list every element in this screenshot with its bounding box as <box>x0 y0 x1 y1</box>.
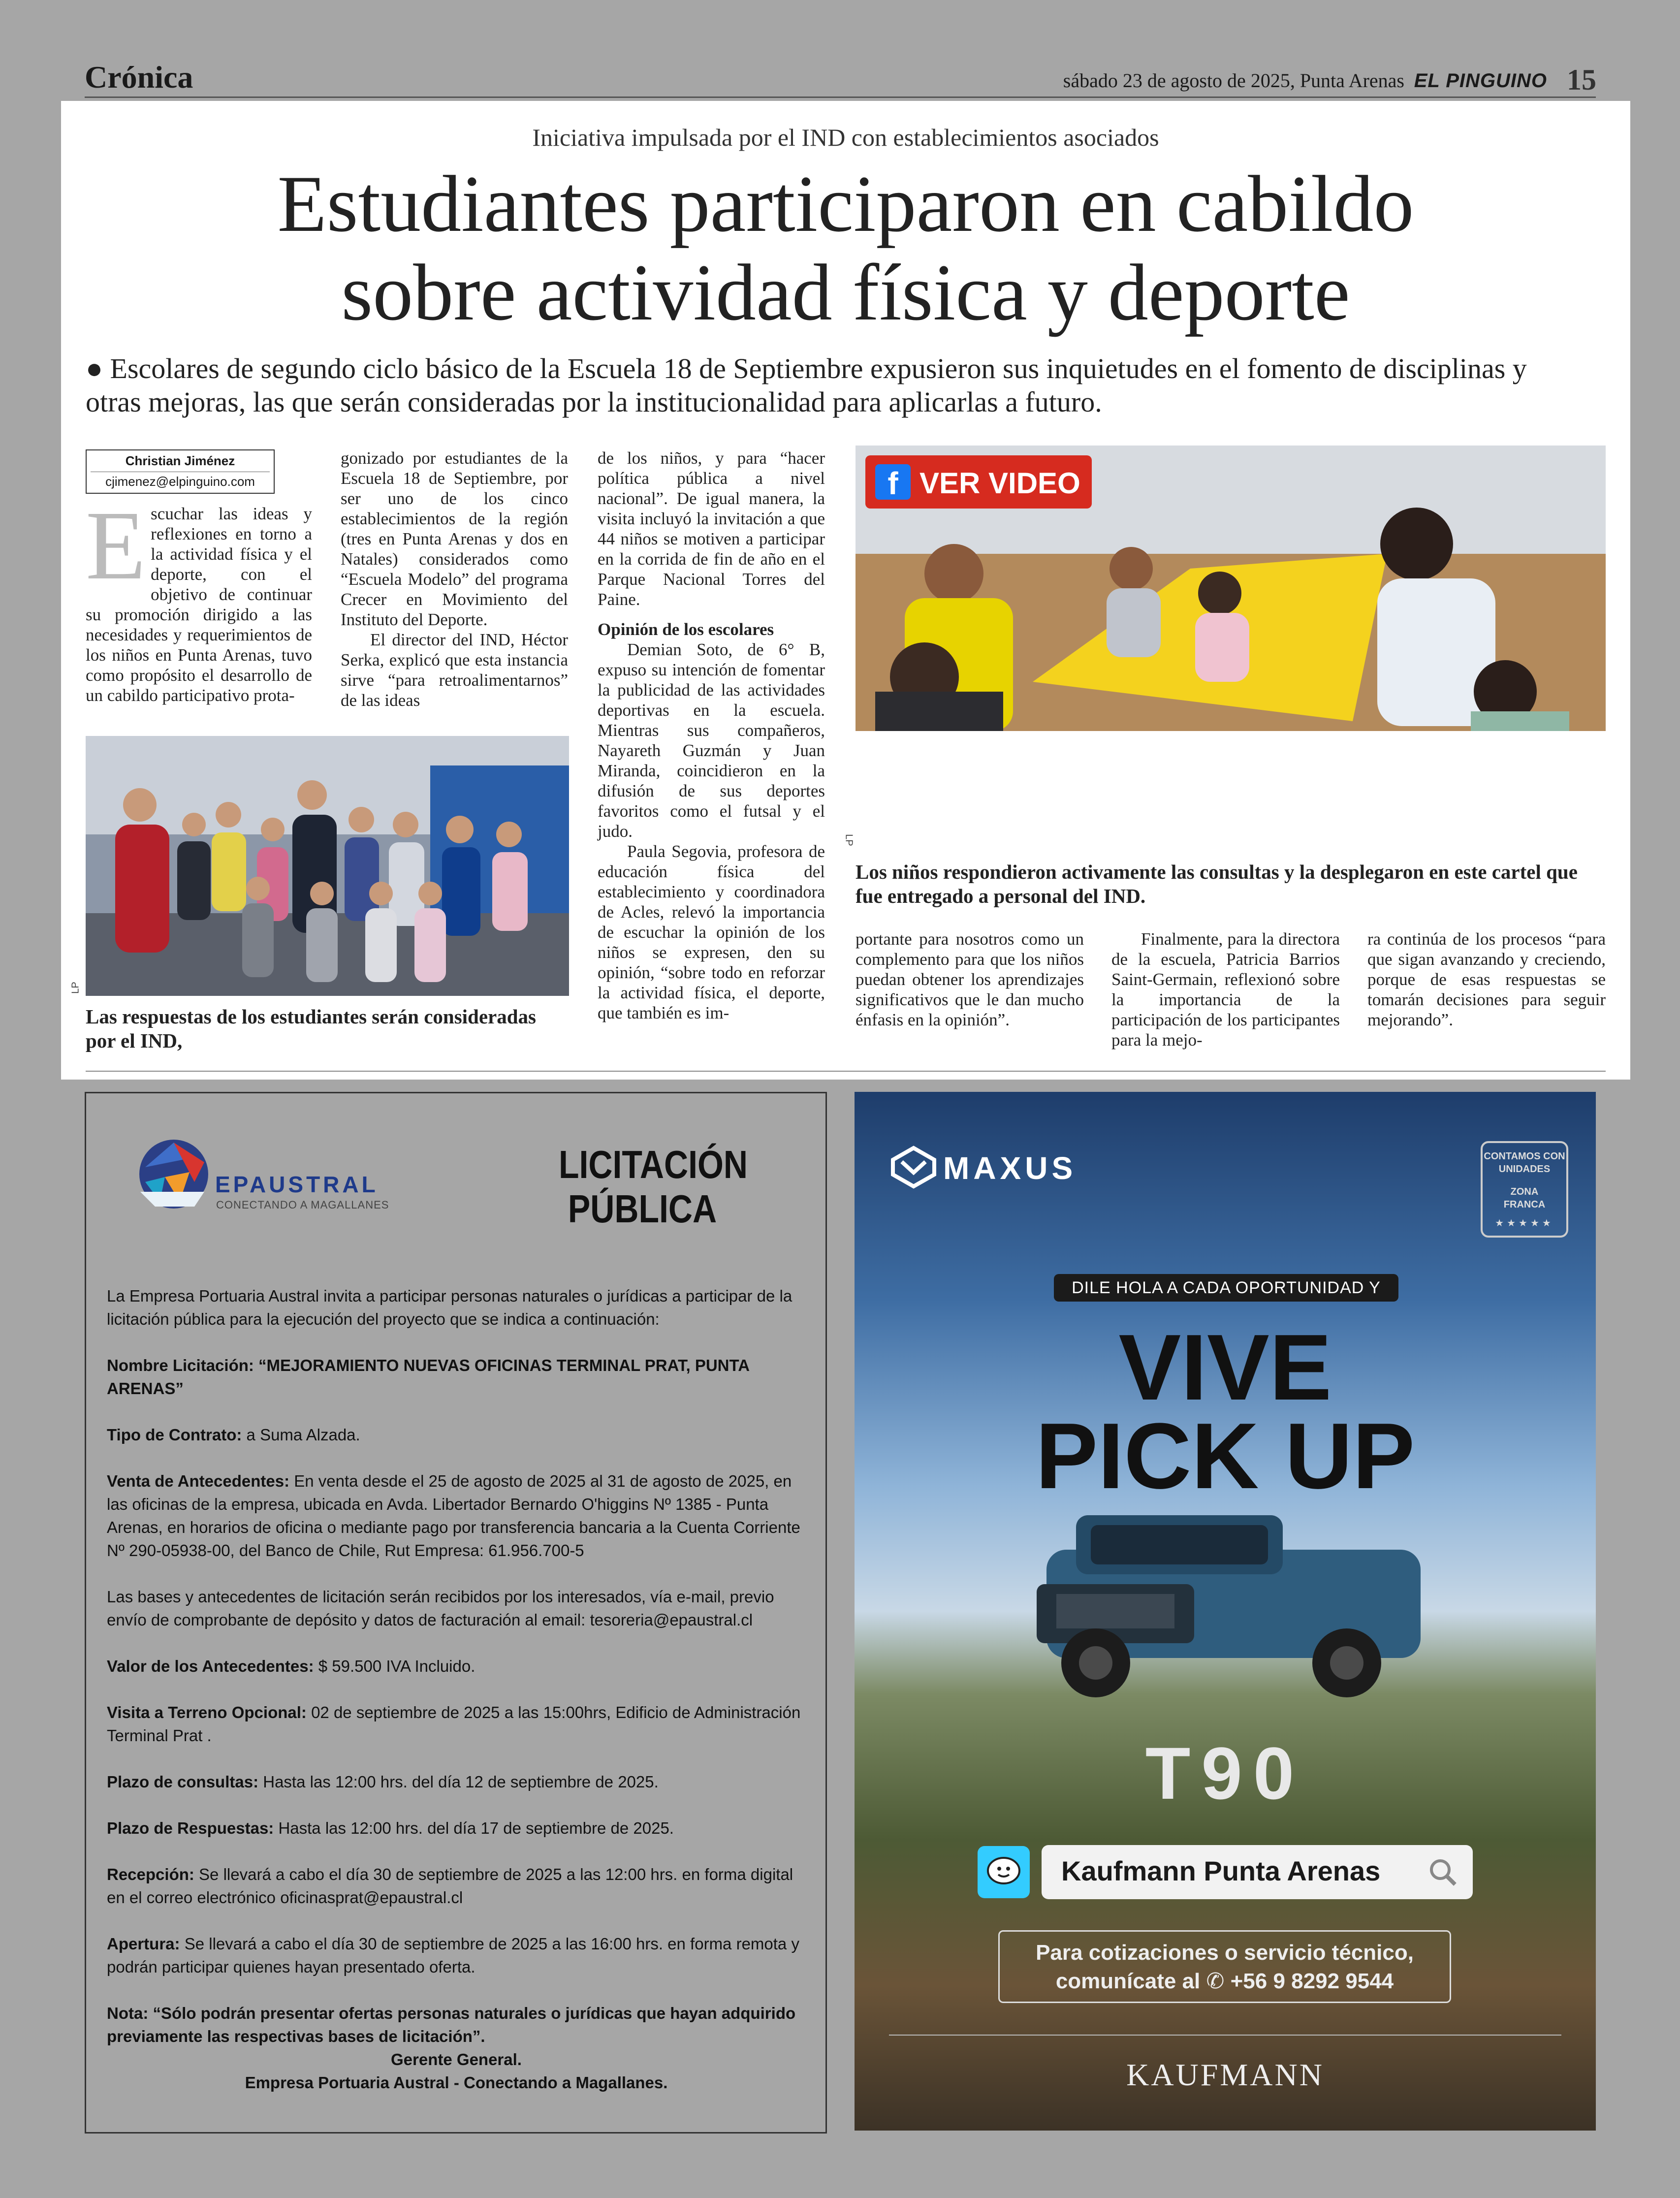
col2-paragraph: gonizado por estudiantes de la Escuela 18 de Septiembre, por ser uno de los cinco establecimientos de la región (tres en Punta Arenas y dos en Natales) considerados como “Escuela Modelo” del programa Crecer en Movimiento del Instituto del Deporte. <box>341 448 568 629</box>
article-column-1 <box>86 491 312 705</box>
contact-prefix: comunícate al <box>1055 1969 1201 1993</box>
headline-line1: Estudiantes participaron en cabildo <box>277 159 1414 249</box>
pickup-truck-image <box>1007 1496 1450 1712</box>
lede-text: Escolares de segundo ciclo básico de la Escuela 18 de Septiembre expusieron sus inquietudes en el fomento de disciplinas y otras mejoras, las que serán consideradas por la institucionalidad para aplicarlas a futuro. <box>86 352 1527 418</box>
badge-line: CONTAMOS CON <box>1484 1151 1565 1162</box>
tender-bases: Las bases y antecedentes de licitación serán recibidos por los interesados, vía e-mail, previo envío de comprobante de depósito y datos de facturación al email: tesoreria@epaustral.cl <box>107 1588 774 1629</box>
waze-glyph-icon <box>978 1846 1030 1898</box>
epaustral-logo-tagline: CONECTANDO A MAGALLANES <box>216 1199 389 1211</box>
tender-consultas <box>107 1770 806 1793</box>
article-column-3 <box>598 448 825 1023</box>
page-number: 15 <box>1567 64 1596 96</box>
maxus-logo-icon <box>889 1145 938 1189</box>
search-icon <box>1427 1857 1458 1887</box>
tender-apertura-value: Se llevará a cabo el día 30 de septiembre de 2025 a las 16:00 hrs. en forma remota y podrán participar quienes hayan presentado oferta. <box>107 1935 799 1976</box>
dateline: sábado 23 de agosto de 2025, Punta Arenas <box>1063 69 1404 92</box>
bullet-icon: ● <box>86 352 110 384</box>
headline <box>61 160 1630 337</box>
video-label: VER VIDEO <box>919 467 1080 500</box>
video-badge[interactable] <box>865 455 1092 509</box>
dealer-search-box[interactable] <box>1042 1845 1473 1899</box>
tender-intro: La Empresa Portuaria Austral invita a participar personas naturales o jurídicas a participar de la licitación pública para la ejecución del proyecto que se indica a continuación: <box>107 1287 792 1328</box>
tender-valor-label: Valor de los Antecedentes: <box>107 1657 314 1675</box>
contact-line2 <box>1000 1967 1450 1996</box>
group-photo <box>86 736 569 996</box>
dropcap: E <box>86 491 146 600</box>
waze-icon[interactable] <box>978 1846 1030 1898</box>
tender-apertura <box>107 1932 806 1978</box>
photo-caption: Los niños respondieron activamente las consultas y la desplegaron en este cartel que fue entregado a personal del IND. <box>856 860 1578 907</box>
tender-consultas-value: Hasta las 12:00 hrs. del día 12 de septiembre de 2025. <box>263 1773 659 1791</box>
tender-nombre-label: Nombre Licitación: <box>107 1356 254 1374</box>
epaustral-logo-icon <box>135 1138 214 1211</box>
tender-nombre-value: “MEJORAMIENTO NUEVAS OFICINAS TERMINAL PRAT, PUNTA ARENAS” <box>107 1356 749 1398</box>
tender-consultas-label: Plazo de consultas: <box>107 1773 259 1791</box>
tender-apertura-label: Apertura: <box>107 1935 180 1953</box>
col2-paragraph: El director del IND, Héctor Serka, explicó que esta instancia sirve “para retroalimentarnos” de las ideas <box>341 630 568 710</box>
phone-number[interactable]: +56 9 8292 9544 <box>1230 1969 1394 1993</box>
article-column-4: portante para nosotros como un complemento para que los niños puedan obtener los aprendizajes significativos que le dan mucho énfasis en la opinión”. <box>856 929 1084 1029</box>
article <box>61 101 1630 1080</box>
tender-visita-value: 02 de septiembre de 2025 a las 15:00hrs, Edificio de Administración Terminal Prat . <box>107 1703 801 1745</box>
dealer-name: Kaufmann Punta Arenas <box>1061 1855 1381 1886</box>
tender-signature-2: Empresa Portuaria Austral - Conectando a Magallanes. <box>245 2073 668 2092</box>
badge-line: FRANCA <box>1503 1199 1546 1210</box>
group-photo-image <box>86 736 569 996</box>
tender-visita <box>107 1701 806 1747</box>
tender-body <box>107 1284 806 2094</box>
article-column-6: ra continúa de los procesos “para que sigan avanzando y creciendo, porque de esas respuestas se tomarán decisiones para seguir mejorando”. <box>1367 929 1606 1029</box>
byline-email[interactable]: cjimenez@elpinguino.com <box>91 472 270 489</box>
tender-nota: Nota: “Sólo podrán presentar ofertas personas naturales o jurídicas que hayan adquirido previamente las respectivas bases de licitación”. <box>107 2004 796 2045</box>
maxus-slogan <box>855 1315 1596 1508</box>
contact-box <box>998 1930 1451 2003</box>
tender-signature-1: Gerente General. <box>391 2050 522 2069</box>
tender-visita-label: Visita a Terreno Opcional: <box>107 1703 307 1721</box>
whatsapp-icon: ✆ <box>1206 1969 1225 1993</box>
article-column-5: Finalmente, para la directora de la escuela, Patricia Barrios Saint-Germain, reflexionó sobre la importancia de la participación de los participantes para la mejo- <box>1111 929 1340 1050</box>
badge-stars-icon: ★★★★★ <box>1495 1218 1554 1229</box>
subheading: Opinión de los escolares <box>598 620 774 639</box>
facebook-icon: f <box>875 464 911 500</box>
slogan-line1: VIVE <box>1118 1315 1332 1420</box>
tender-recepcion-label: Recepción: <box>107 1865 194 1883</box>
tender-recepcion-value: Se llevará a cabo el día 30 de septiembre de 2025 a las 12:00 hrs. en forma digital en el correo electrónico oficinasprat@epaustral.cl <box>107 1865 793 1907</box>
tender-recepcion <box>107 1863 806 1909</box>
maxus-tagline: DILE HOLA A CADA OPORTUNIDAD Y <box>1054 1274 1398 1302</box>
section-name: Crónica <box>85 60 193 95</box>
headline-line2: sobre actividad física y deporte <box>341 248 1350 337</box>
slogan-line2: PICK UP <box>1035 1404 1415 1508</box>
photo-caption: Las respuestas de los estudiantes serán consideradas por el IND, <box>86 1005 536 1052</box>
tender-ad <box>85 1092 827 2134</box>
epaustral-logo-name: EPAUSTRAL <box>215 1172 379 1197</box>
photo-credit: LP <box>843 834 855 846</box>
maxus-ad[interactable] <box>855 1092 1596 2131</box>
lede <box>86 352 1582 419</box>
kaufmann-logo: KAUFMANN <box>1126 2057 1324 2092</box>
byline <box>86 449 275 494</box>
tender-respuestas-value: Hasta las 12:00 hrs. del día 17 de septiembre de 2025. <box>278 1819 674 1837</box>
model-name: T90 <box>1145 1732 1305 1815</box>
col3-paragraph: Paula Segovia, profesora de educación física del establecimiento y coordinadora de Acles, relevó la importancia de escuchar la opinión de los niños se expresen, den su opinión, “sobre todo en reforzar la actividad física, el deporte, que también es im- <box>598 842 825 1022</box>
tender-venta-label: Venta de Antecedentes: <box>107 1472 290 1490</box>
paper-name: EL PINGUINO <box>1414 70 1547 92</box>
tender-tipo-label: Tipo de Contrato: <box>107 1426 242 1444</box>
tender-respuestas <box>107 1816 806 1840</box>
tender-title-line1: LICITACIÓN <box>559 1143 748 1186</box>
article-column-2 <box>341 448 568 710</box>
children-photo <box>856 446 1606 731</box>
tender-venta <box>107 1469 806 1562</box>
maxus-brand: MAXUS <box>943 1150 1077 1186</box>
tender-valor-value: $ 59.500 IVA Incluido. <box>318 1657 475 1675</box>
tender-nombre <box>107 1354 806 1400</box>
kicker: Iniciativa impulsada por el IND con establecimientos asociados <box>532 124 1159 151</box>
tender-tipo-value: a Suma Alzada. <box>246 1426 360 1444</box>
contact-line1: Para cotizaciones o servicio técnico, <box>1036 1941 1414 1965</box>
col1-text: scuchar las ideas y reflexiones en torno a la actividad física y el deporte, con el objetivo de continuar su promoción dirigido a las necesidades y requerimientos de los niños en Punta Arenas, tuvo como propósito el desarrollo de un cabildo participativo prota- <box>86 504 312 705</box>
zona-franca-badge <box>1481 1141 1568 1238</box>
bottom-rule <box>86 1071 1606 1072</box>
badge-line: ZONA <box>1510 1186 1539 1197</box>
col3-paragraph: de los niños, y para “hacer política pública a nivel nacional”. De igual manera, la visita incluyó la invitación a que 44 niños se motiven a participar en la corrida de fin de año en el Parque Nacional Torres del Paine. <box>598 448 825 609</box>
tender-valor <box>107 1655 806 1678</box>
tender-title <box>559 1143 748 1231</box>
tender-respuestas-label: Plazo de Respuestas: <box>107 1819 274 1837</box>
tender-tipo <box>107 1423 806 1446</box>
badge-line: UNIDADES <box>1498 1164 1551 1175</box>
photo-credit: LP <box>70 982 81 994</box>
tender-venta-value: En venta desde el 25 de agosto de 2025 al 31 de agosto de 2025, en las oficinas de la empresa, ubicada en Avda. Libertador Bernardo O'higgins Nº 1385 - Punta Arenas, en horarios de oficina o mediante pago por transferencia bancaria a la Cuenta Corriente Nº 290-05938-00, del Banco de Chile, Rut Empresa: 61.956.700-5 <box>107 1472 800 1560</box>
header-rule <box>85 96 1596 98</box>
col3-paragraph: Demian Soto, de 6° B, expuso su intención de fomentar la publicidad de las actividades deportivas en la escuela. Mientras sus compañeros, Nayareth Guzmán y Juan Miranda, coincidieron en la difusión de sus deportes favoritos como el futsal y el judo. <box>598 640 825 841</box>
tender-title-line2: PÚBLICA <box>568 1187 717 1231</box>
byline-name: Christian Jiménez <box>125 453 235 468</box>
footer-rule <box>889 2035 1561 2036</box>
